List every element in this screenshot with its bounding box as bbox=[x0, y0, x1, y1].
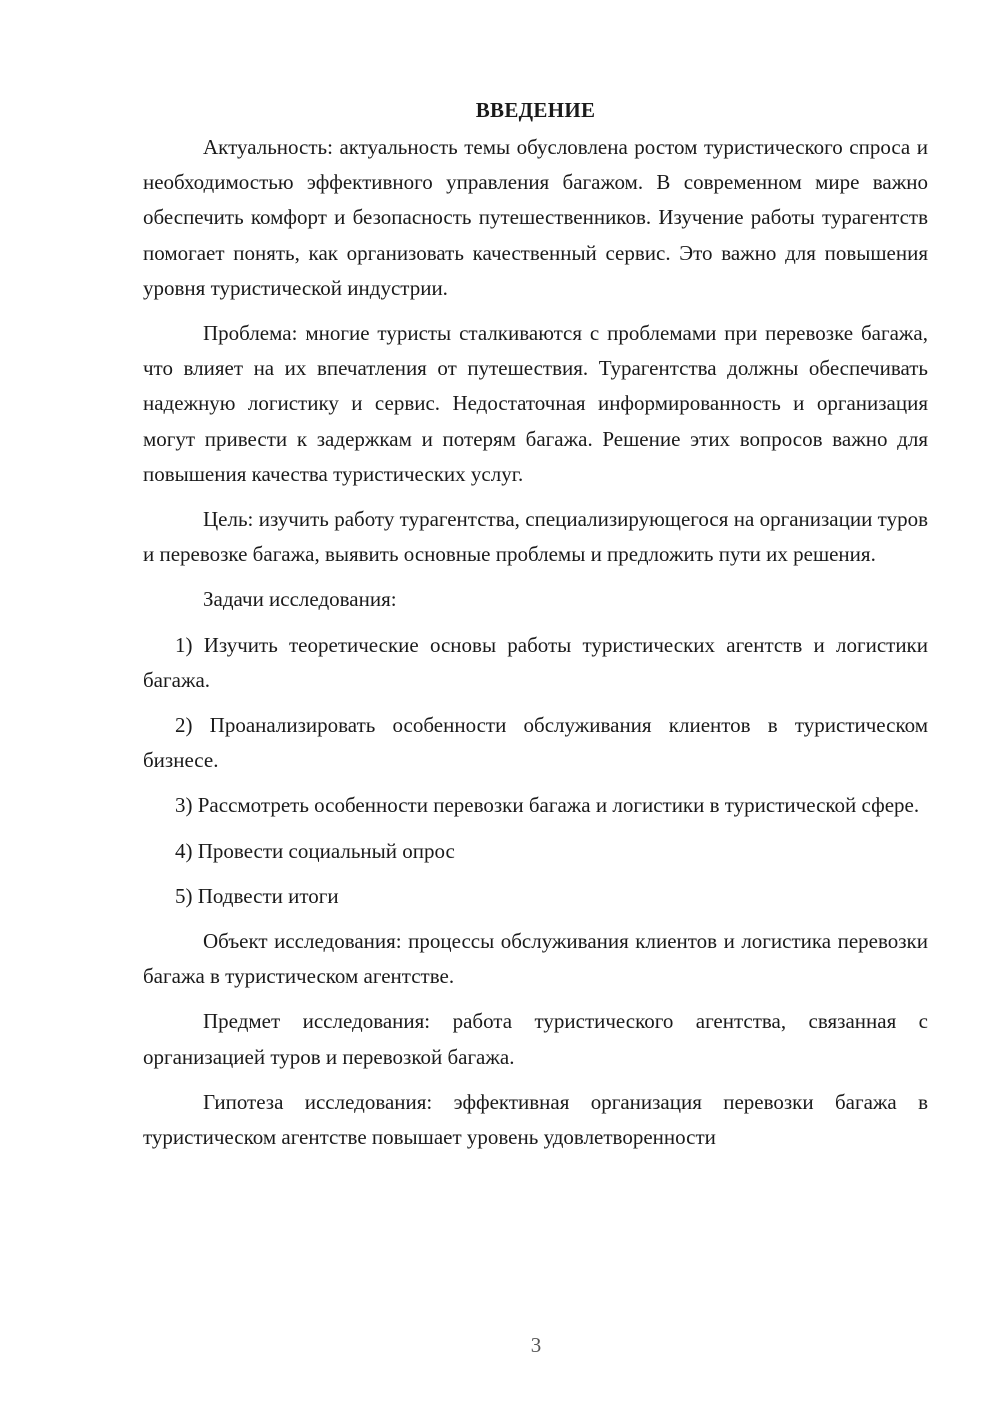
paragraph-subject: Предмет исследования: работа туристического агентства, связанная с организацией туров и перевозкой багажа. bbox=[143, 1009, 928, 1069]
paragraph-problem: Проблема: многие туристы сталкиваются с проблемами при перевозке багажа, что влияет на их впечатления от путешествия. Турагентства должны обеспечивать надежную логистику и сервис. Недостаточная информированность и организация могут привести к задержкам и потерям багажа. Решение этих вопросов важно для повышения качества туристических услуг. bbox=[143, 321, 928, 486]
task-item-2: 2) Проанализировать особенности обслуживания клиентов в туристическом бизнесе. bbox=[143, 713, 928, 773]
page-number: 3 bbox=[530, 1333, 542, 1357]
task-item-5: 5) Подвести итоги bbox=[175, 883, 339, 908]
page-title: ВВЕДЕНИЕ bbox=[475, 98, 596, 122]
paragraph-goal: Цель: изучить работу турагентства, специализирующегося на организации туров и перевозке багажа, выявить основные проблемы и предложить пути их решения. bbox=[143, 507, 928, 567]
paragraph-object: Объект исследования: процессы обслуживания клиентов и логистика перевозки багажа в туристическом агентстве. bbox=[143, 929, 928, 989]
paragraph-hypothesis: Гипотеза исследования: эффективная организация перевозки багажа в туристическом агентстве повышает уровень удовлетворенности bbox=[143, 1089, 928, 1150]
task-item-4: 4) Провести социальный опрос bbox=[175, 838, 455, 863]
task-item-1: 1) Изучить теоретические основы работы туристических агентств и логистики багажа. bbox=[143, 632, 928, 692]
task-item-3: 3) Рассмотреть особенности перевозки багажа и логистики в туристической сфере. bbox=[175, 793, 920, 818]
paragraph-relevance: Актуальность: актуальность темы обусловлена ростом туристического спроса и необходимостью эффективного управления багажом. В современном мире важно обеспечить комфорт и безопасность путешественников. Изучение работы турагентств помогает понять, как организовать качественный сервис. Это важно для повышения уровня туристической индустрии. bbox=[143, 135, 928, 300]
document-page bbox=[143, 93, 928, 1165]
tasks-heading: Задачи исследования: bbox=[203, 587, 397, 612]
